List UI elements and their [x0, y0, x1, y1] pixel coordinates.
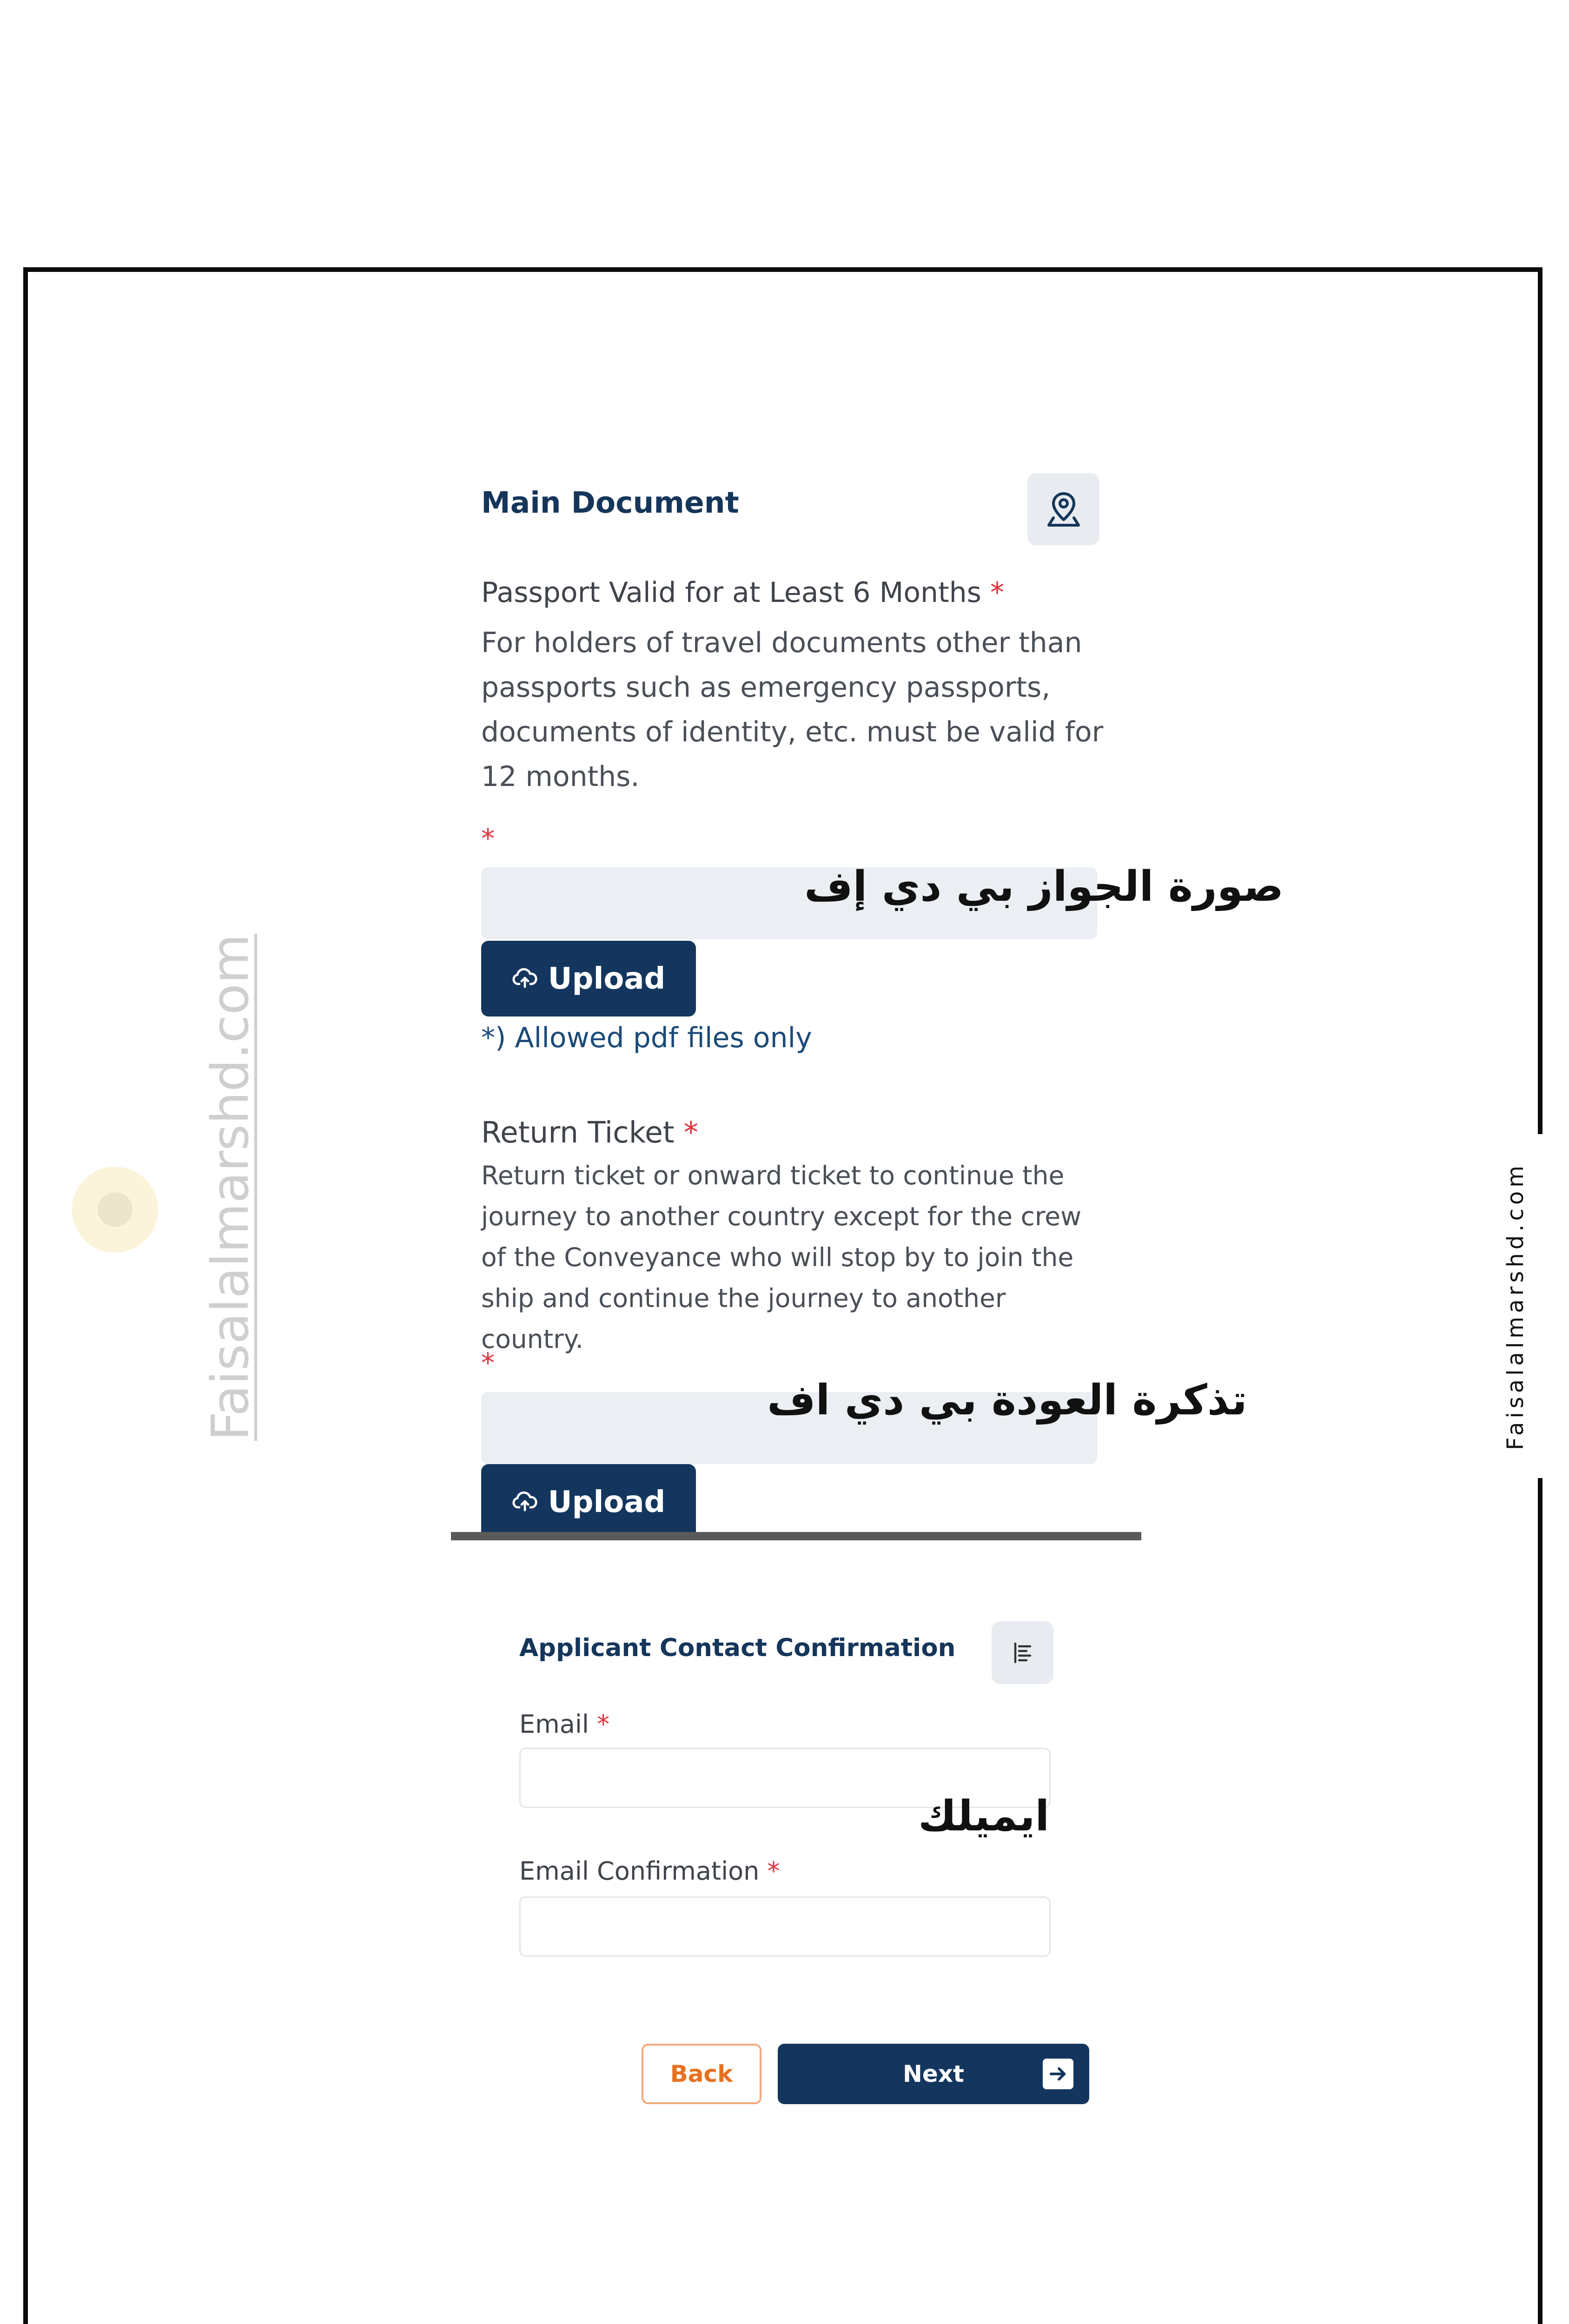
passport-description: For holders of travel documents other than passports such as emergency passports, documents of identity, etc. must be valid for 12 months. — [481, 627, 1104, 793]
required-mark: * — [481, 823, 495, 854]
required-mark: * — [767, 1856, 780, 1886]
arrow-right-icon — [1043, 2059, 1073, 2089]
passport-upload-button[interactable] — [481, 941, 696, 1017]
return-ticket-description: Return ticket or onward ticket to continue the journey to another country except for the crew of the Conveyance who will stop by to join the ship and continue the journey to another country. — [481, 1161, 1082, 1354]
required-mark: * — [481, 1347, 495, 1379]
required-mark: * — [990, 576, 1004, 609]
back-button[interactable]: Back — [642, 2044, 761, 2104]
cloud-upload-icon — [512, 962, 538, 996]
email-annotation: ايميلك — [918, 1792, 1050, 1841]
screenshot-divider — [451, 1532, 1141, 1540]
section-title-contact-confirmation: Applicant Contact Confirmation — [519, 1634, 956, 1662]
map-pin-icon — [1027, 473, 1099, 545]
upload-label: Upload — [548, 1485, 666, 1519]
required-mark: * — [597, 1710, 609, 1739]
email-confirmation-field-label: Email Confirmation * — [519, 1856, 780, 1886]
frame-gap — [1534, 1134, 1553, 1478]
section-title-main-document: Main Document — [481, 486, 739, 520]
list-align-icon — [992, 1621, 1053, 1684]
upload-label: Upload — [548, 961, 666, 996]
watermark-right: Faisalalmarshd.com — [1503, 1162, 1529, 1451]
email-confirmation-input[interactable] — [519, 1896, 1051, 1957]
return-ticket-annotation: تذكرة العودة بي دي اف — [767, 1376, 1247, 1425]
return-ticket-upload-button[interactable] — [481, 1464, 696, 1534]
watermark-logo — [72, 1167, 158, 1253]
watermark-left: Faisalalmarshd.com — [200, 934, 260, 1441]
email-field-label: Email * — [519, 1710, 609, 1739]
cloud-upload-icon — [512, 1485, 538, 1519]
next-button[interactable] — [778, 2044, 1089, 2104]
return-ticket-upload-clip — [481, 1464, 696, 1534]
passport-annotation: صورة الجواز بي دي إف — [804, 862, 1284, 911]
required-mark: * — [683, 1116, 698, 1149]
next-label: Next — [903, 2060, 964, 2087]
return-ticket-field-label: Return Ticket * — [481, 1116, 698, 1149]
allowed-files-note: *) Allowed pdf files only — [481, 1022, 812, 1054]
passport-field-label: Passport Valid for at Least 6 Months * — [481, 576, 1004, 609]
